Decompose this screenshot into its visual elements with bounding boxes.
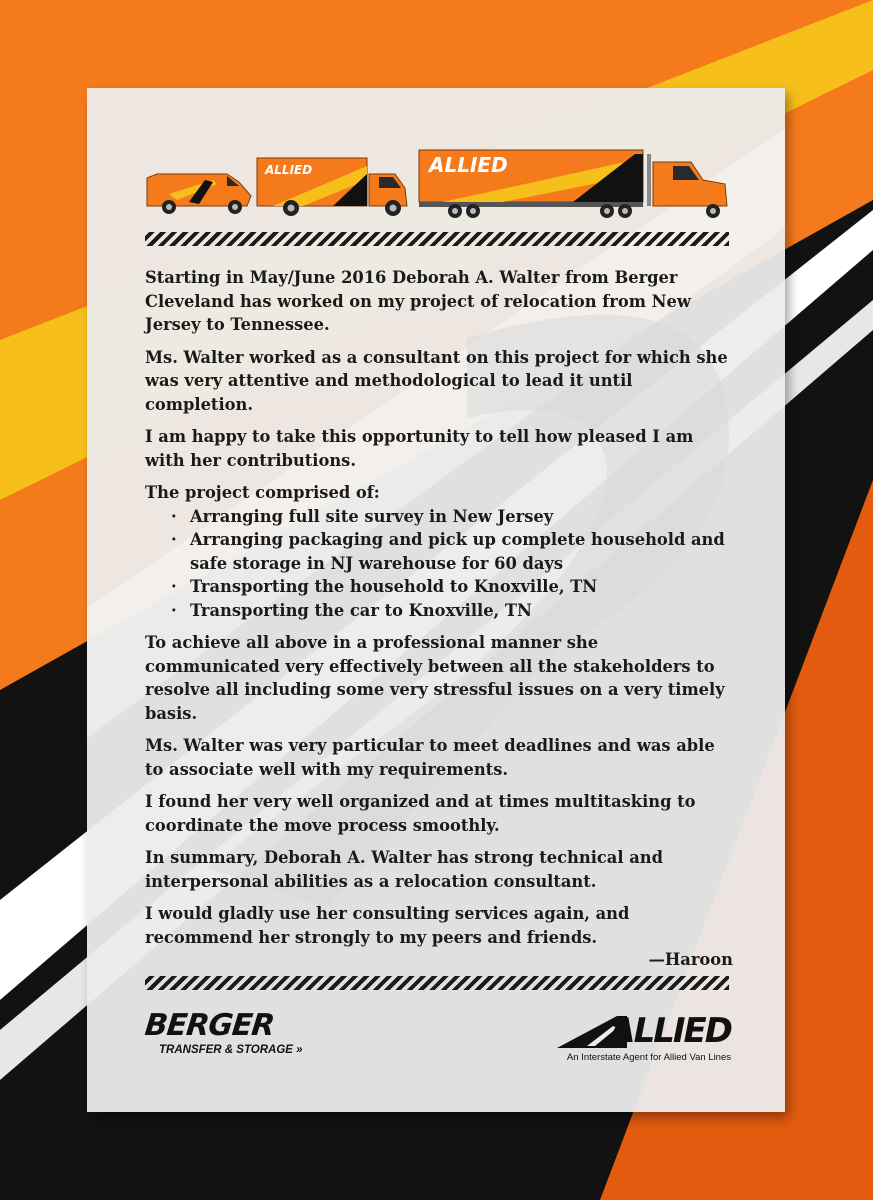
box-truck-label: ALLIED [265, 163, 313, 177]
project-list [145, 505, 733, 623]
paragraph: In summary, Deborah A. Walter has strong technical and interpersonal abilities as a relocation consultant. [145, 848, 663, 891]
hatch-divider-top [145, 232, 729, 246]
semi-truck-label: ALLIED [429, 153, 508, 177]
list-item: · Arranging packaging and pick up complete household and safe storage in NJ warehouse for 60 days [171, 528, 733, 575]
van-icon [147, 174, 251, 214]
berger-logo [145, 1010, 315, 1070]
paragraph: Ms. Walter worked as a consultant on this project for which she was very attentive and methodological to lead it until completion. [145, 347, 728, 414]
signature: —Haroon [648, 950, 733, 969]
semi-truck-icon [419, 150, 727, 218]
moving-trucks-illustration [143, 144, 731, 222]
allied-logo [557, 1012, 737, 1068]
berger-wordmark: BERGER [143, 1008, 276, 1043]
berger-subtitle: TRANSFER & STORAGE » [159, 1044, 303, 1056]
paragraph: I am happy to take this opportunity to tell how pleased I am with her contributions. [145, 427, 694, 470]
paragraph: To achieve all above in a professional manner she communicated very effectively between all the stakeholders to resolve all including some very stressful issues on a very timely basis. [145, 633, 725, 723]
allied-tagline: An Interstate Agent for Allied Van Lines [566, 1052, 731, 1063]
list-item: · Transporting the car to Knoxville, TN [171, 599, 733, 623]
letter-body [145, 266, 733, 981]
paragraph: I found her very well organized and at times multitasking to coordinate the move process smoothly. [145, 792, 696, 835]
paragraph: Starting in May/June 2016 Deborah A. Walter from Berger Cleveland has worked on my project of relocation from New Jersey to Tennessee. [145, 268, 691, 334]
hatch-divider-bottom [145, 976, 729, 990]
paragraph: The project comprised of: [145, 483, 380, 502]
testimonial-card [87, 88, 785, 1112]
list-item: · Transporting the household to Knoxville, TN [171, 575, 733, 599]
paragraph: Ms. Walter was very particular to meet deadlines and was able to associate well with my requirements. [145, 736, 715, 779]
allied-wordmark: ALLIED [609, 1011, 731, 1051]
list-item: · Arranging full site survey in New Jersey [171, 505, 733, 529]
paragraph: I would gladly use her consulting services again, and recommend her strongly to my peers and friends. [145, 904, 630, 947]
box-truck-icon [257, 158, 407, 216]
